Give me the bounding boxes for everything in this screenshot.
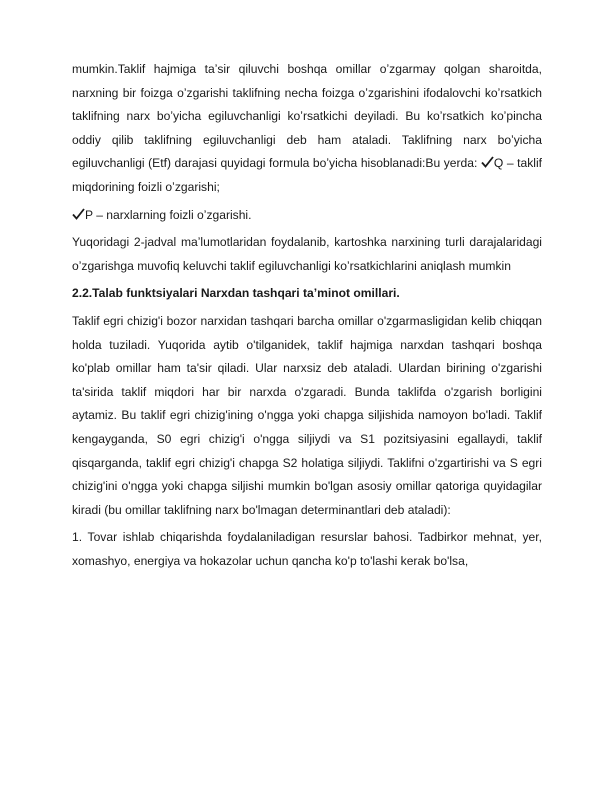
checkmark-icon (481, 156, 494, 168)
document-body (72, 58, 542, 573)
paragraph-text: Q – taklif miqdorining foizli oʼzgarishi; (72, 156, 542, 194)
checkmark-icon (72, 208, 85, 220)
section-heading: 2.2.Talab funktsiyalari Narxdan tashqari taʼminot omillari. (72, 286, 400, 301)
paragraph-table-reference: Yuqoridagi 2-jadval maʼlumotlaridan foydalanib, kartoshka narxining turli darajalaridagi oʼzgarishga muvofiq keluvchi taklif egiluvchanligi koʼrsatkichlarini aniqlash mumkin (72, 235, 542, 273)
paragraph-text: P – narxlarning foizli oʼzgarishi. (85, 207, 252, 222)
paragraph-resource-prices: 1. Tovar ishlab chiqarishda foydalaniladigan resurslar bahosi. Tadbirkor mehnat, yer, xomashyo, energiya va hokazolar uchun qancha ko'p to'lashi kerak bo'lsa, (72, 530, 542, 568)
paragraph-supply-curve: Taklif egri chizig'i bozor narxidan tashqari barcha omillar o'zgarmasligidan kelib chiqqan holda tuziladi. Yuqorida aytib o'tilganidek, taklif hajmiga narxdan tashqari boshqa ko'plab omillar ham ta'sir qiladi. Ular narxsiz deb ataladi. Ulardan birining o'zgarishi ta'sirida taklif miqdori har bir narxda o'zgaradi. Bunda taklifda o'zgarish borligini aytamiz. Bu taklif egri chizig'ining o'ngga yoki chapga siljishida namoyon bo'ladi. Taklif kengayganda, S0 egri chizig'i o'ngga siljiydi va S1 pozitsiyasini egallaydi, taklif qisqarganda, taklif egri chizig'i chapga S2 holatiga siljiydi. Taklifni o'zgartirishi va S egri chizig'ini o'ngga yoki chapga siljishi mumkin bo'lgan asosiy omillar qatoriga quyidagilar kiradi (bu omillar taklifning narx bo'lmagan determinantlari deb ataladi): (72, 313, 542, 517)
paragraph-elasticity-definition (72, 58, 542, 200)
paragraph-text: mumkin.Taklif hajmiga taʼsir qiluvchi boshqa omillar oʼzgarmay qolgan sharoitda, narxning bir foizga oʼzgarishi taklifning necha foizga oʼzgarishini ifodalovchi koʼrsatkich taklifning narx boʼyicha egiluvchanligi koʼrsatkichi deyiladi. Bu koʼrsatkich koʼpincha oddiy qilib taklifning egiluvchanligi deb ham ataladi. Taklifning narx boʼyicha egiluvchanligi (Etf) darajasi quyidagi formula boʼyicha hisoblanadi:Bu yerda: (72, 62, 542, 171)
paragraph-price-change (72, 204, 542, 228)
